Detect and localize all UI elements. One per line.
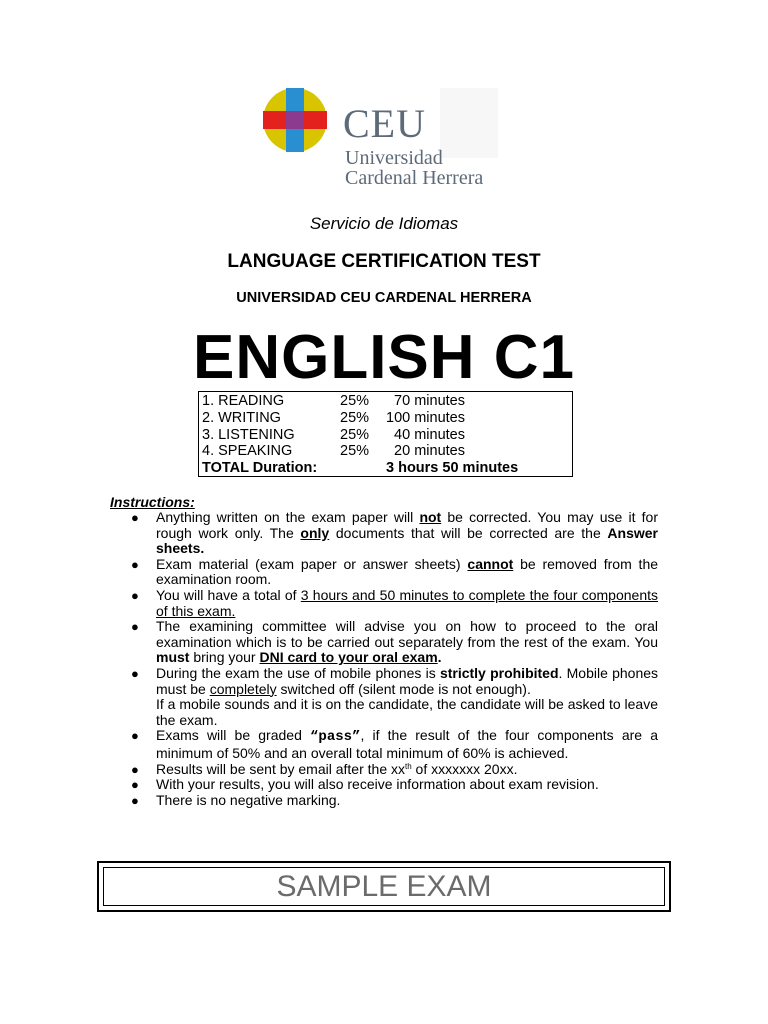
instruction-item (127, 762, 658, 778)
component-duration: 20 minutes (386, 443, 465, 459)
instruction-text: be corrected. You may use it for rough work only. The (156, 509, 658, 541)
instruction-text: bring your (189, 649, 260, 666)
component-duration: 40 minutes (386, 427, 465, 443)
instruction-item (127, 777, 658, 793)
component-weight: 25% (340, 427, 370, 443)
instruction-text: . (437, 649, 442, 666)
instruction-emphasis: not (419, 509, 442, 525)
instruction-text: With your results, you will also receive information about exam revision. (156, 776, 599, 793)
instruction-emphasis: must (156, 649, 190, 666)
ordinal-suffix: th (405, 761, 412, 771)
instruction-text: There is no negative marking. (156, 791, 341, 808)
component-name: 4. SPEAKING (202, 443, 293, 459)
logo-cardenal-text: Cardenal Herrera (345, 167, 484, 189)
bullet-icon: ● (131, 619, 139, 635)
bullet-icon: ● (131, 761, 139, 777)
instruction-emphasis: completely (209, 680, 277, 697)
instruction-emphasis: “pass” (310, 729, 361, 746)
component-name: 3. LISTENING (202, 427, 295, 443)
bullet-icon: ● (131, 510, 139, 525)
bullet-icon: ● (131, 556, 139, 572)
total-value: 3 hours 50 minutes (386, 460, 519, 476)
instruction-text: , if the result of the four components are a minimum of 50% and an overall total minimum of 60% is achieved. (156, 727, 658, 761)
bullet-icon: ● (131, 728, 139, 744)
instruction-emphasis: 3 hours and 50 minutes to complete the four components of this exam. (156, 586, 659, 619)
ceu-cross-emblem-icon (262, 88, 332, 158)
sample-exam-inner-border (103, 867, 665, 906)
instruction-text: The examining committee will advise you on how to proceed to the oral examination which is to be carried out separately from the rest of the exam. You (156, 618, 658, 650)
bullet-icon: ● (131, 665, 139, 681)
instructions-list (127, 510, 658, 808)
component-name: 1. READING (202, 393, 285, 409)
test-title: LANGUAGE CERTIFICATION TEST (227, 251, 541, 272)
logo-universidad-text: Universidad (345, 147, 443, 169)
total-label: TOTAL Duration: (202, 460, 318, 476)
instruction-text: During the exam the use of mobile phones is (156, 664, 440, 681)
instruction-emphasis: only (300, 524, 330, 541)
bullet-icon: ● (131, 792, 139, 808)
component-weight: 25% (340, 443, 370, 459)
components-table (198, 391, 573, 477)
component-weight: 25% (340, 393, 370, 409)
logo-ceu-text: CEU (343, 101, 426, 146)
instruction-item (127, 728, 658, 761)
instruction-emphasis: strictly prohibited (439, 664, 559, 681)
instruction-text: Exams will be graded (156, 727, 311, 744)
instruction-text: . Mobile phones must be (156, 664, 659, 697)
instruction-text: You will have a total of (156, 586, 301, 603)
instruction-text: If a mobile sounds and it is on the candidate, the candidate will be asked to leave the exam. (156, 696, 658, 728)
bullet-icon: ● (131, 777, 139, 793)
logo-watermark-shadow (440, 88, 498, 158)
instruction-text: switched off (silent mode is not enough). (276, 680, 531, 697)
instruction-text: Exam material (exam paper or answer sheets) (156, 555, 468, 572)
exam-title: ENGLISH C1 (192, 323, 576, 392)
instruction-emphasis: DNI card to your oral exam (259, 649, 438, 666)
instruction-text: Results will be sent by email after the xx (156, 760, 405, 777)
instruction-emphasis: Answer sheets. (156, 524, 658, 557)
service-heading: Servicio de Idiomas (309, 214, 459, 233)
sample-exam-banner (97, 861, 671, 912)
component-weight: 25% (340, 410, 370, 426)
instruction-item (127, 793, 658, 809)
component-duration: 100 minutes (386, 410, 465, 426)
instruction-item (127, 557, 658, 588)
instruction-text: of xxxxxxx 20xx. (411, 760, 518, 777)
component-name: 2. WRITING (202, 410, 281, 426)
instruction-item (127, 588, 658, 619)
component-duration: 70 minutes (386, 393, 465, 409)
instructions-title: Instructions: (110, 494, 195, 510)
instruction-emphasis: cannot (467, 555, 514, 572)
sample-exam-label: SAMPLE EXAM (276, 869, 492, 903)
university-name: UNIVERSIDAD CEU CARDENAL HERRERA (236, 290, 532, 306)
instruction-item (127, 619, 658, 666)
instruction-text: Anything written on the exam paper will (156, 509, 420, 525)
instruction-item (127, 666, 658, 728)
instruction-text: documents that will be corrected are the (329, 524, 608, 541)
bullet-icon: ● (131, 587, 139, 603)
instruction-item (127, 510, 658, 557)
instruction-text: be removed from the examination room. (156, 555, 659, 588)
